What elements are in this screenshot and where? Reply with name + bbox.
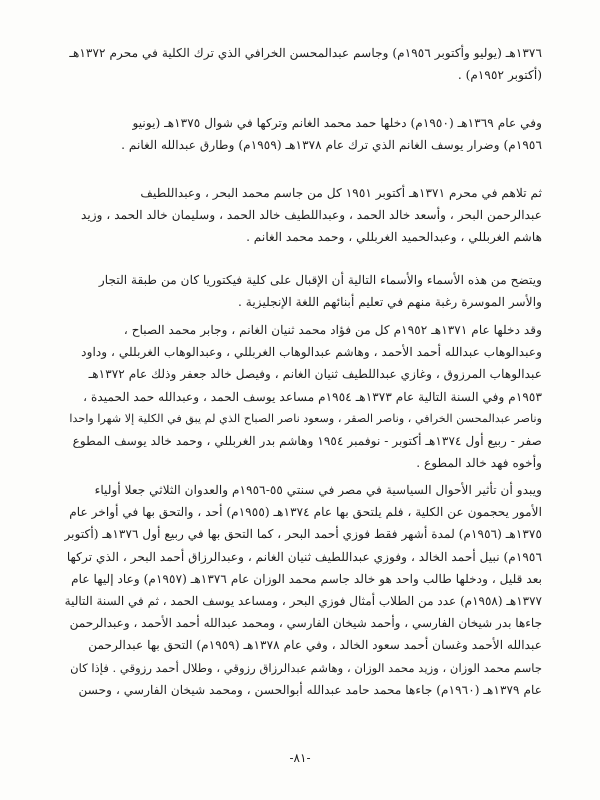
paragraph-6 bbox=[64, 479, 542, 701]
text-line: وقد دخلها عام ١٣٧١هـ ١٩٥٢م كل من فؤاد محمد ثنيان الغانم ، وجابر محمد الصباح ، bbox=[123, 323, 542, 337]
text-line: (أكتوبر ١٩٥٢م) . bbox=[457, 68, 542, 83]
text-line: جاسم محمد الوزان ، وزيد محمد الوزان ، وهاشم عبدالرزاق رزوقي ، وطلال أحمد رزوقي . فإذا كان bbox=[70, 660, 542, 675]
text-line: ١٣٧٧هـ (١٩٥٨م) عدد من الطلاب أمثال فوزي البحر ، ومساعد يوسف الحمد ، ثم في السنة التالية bbox=[64, 594, 542, 609]
text-line: ويبدو أن تأثير الأحوال السياسية في مصر في سنتي ٥٥-١٩٥٦م والعدوان الثلاثي جعلا أولياء bbox=[94, 483, 542, 497]
text-line: ١٩٥٣م وفي السنة التالية عام ١٣٧٣هـ ١٩٥٤م مساعد يوسف الحمد ، وعبدالله حمد الحميدة ، bbox=[83, 389, 542, 404]
text-line: وناصر عبدالمحسن الخرافي ، وناصر الصقر ، وسعود ناصر الصباح الذي لم يبق في الكلية إلا شهرا واحدا bbox=[69, 411, 542, 425]
text-line: عام ١٣٧٩هـ (١٩٦٠م) جاءها محمد حامد عبدالله أبوالحسن ، ومحمد شيخان الفارسي ، وحسن bbox=[78, 682, 542, 697]
text-line: والأسر الموسرة رغبة منهم في تعليم أبنائهم اللغة الإنجليزية . bbox=[238, 295, 542, 310]
paragraph-2 bbox=[64, 112, 542, 156]
paragraph-1 bbox=[64, 42, 542, 86]
text-line: صفر - ربيع أول ١٣٧٤هـ أكتوبر - نوفمبر ١٩٥٤ وهاشم بدر الغربللي ، وحمد خالد يوسف المطوع bbox=[72, 434, 542, 449]
text-line: ثم تلاهم في محرم ١٣٧١هـ أكتوبر ١٩٥١ كل من جاسم محمد البحر ، وعبداللطيف bbox=[140, 186, 542, 200]
text-line: عبدالرحمن البحر ، وأسعد خالد الحمد ، وعبداللطيف خالد الحمد ، وسليمان خالد الحمد ، وزيد bbox=[80, 208, 542, 223]
text-line: ١٩٥٦م) نبيل أحمد الخالد ، وفوزي عبداللطيف ثنيان الغانم ، وعبدالرزاق أحمد البحر ، الذي تركها bbox=[66, 549, 542, 564]
paragraph-3 bbox=[64, 182, 542, 249]
paragraph-4 bbox=[64, 269, 542, 313]
text-line: وفي عام ١٣٦٩هـ (١٩٥٠م) دخلها حمد محمد الغانم وتركها في شوال ١٣٧٥هـ (يونيو bbox=[132, 116, 542, 130]
text-line: ويتضح من هذه الأسماء والأسماء التالية أن الإقبال على كلية فيكتوريا كان من طبقة التجار bbox=[98, 273, 542, 287]
text-line: جاءها بدر شيخان الفارسي ، وأحمد شيخان الفارسي ، ومحمد عبدالله أحمد الأحمد ، وعبدالرحمن bbox=[69, 616, 542, 631]
text-line: بعد قليل ، ودخلها طالب واحد هو خالد جاسم محمد الوزان عام ١٣٧٦هـ (١٩٥٧م) وعاد إليها عام bbox=[71, 571, 542, 586]
text-line: ١٩٥٦م) وضرار يوسف الغانم الذي ترك عام ١٣٧٨هـ (١٩٥٩م) وطارق عبدالله الغانم . bbox=[121, 138, 542, 153]
text-line: وأخوه فهد خالد المطوع . bbox=[416, 456, 542, 471]
text-line: عبدالله الأحمد وغسان أحمد سعود الخالد ، وفي عام ١٣٧٨هـ (١٩٥٩م) التحق بها عبدالرحمن bbox=[88, 638, 542, 653]
text-line: عبدالوهاب المرزوق ، وغازي عبداللطيف ثنيان الغانم ، وفيصل خالد جعفر وذلك عام ١٣٧٢هـ bbox=[88, 367, 542, 382]
text-line: وعبدالوهاب عبدالله أحمد الأحمد ، وهاشم عبدالوهاب الغربللي ، وعبدالوهاب الغربللي ، وداود bbox=[81, 345, 542, 360]
page-number: -٨١- bbox=[289, 751, 311, 765]
text-line: ١٣٧٥هـ (١٩٥٦م) لمدة أشهر فقط فوزي أحمد البحر ، كما التحق بها في ربيع أول ١٣٧٦هـ (أكتوبر bbox=[64, 527, 542, 542]
text-line: ١٣٧٦هـ (يوليو وأكتوبر ١٩٥٦م) وجاسم عبدالمحسن الخرافي الذي ترك الكلية في محرم ١٣٧٢هـ bbox=[69, 46, 542, 60]
text-line: الأمور يحجمون عن الكلية ، فلم يلتحق بها عام ١٣٧٤هـ (١٩٥٥م) أحد ، والتحق بها في أواخر عام bbox=[69, 505, 542, 520]
paragraph-5 bbox=[64, 319, 542, 474]
text-line: هاشم الغربللي ، وعبدالحميد الغربللي ، وحمد محمد الغانم . bbox=[246, 230, 542, 245]
